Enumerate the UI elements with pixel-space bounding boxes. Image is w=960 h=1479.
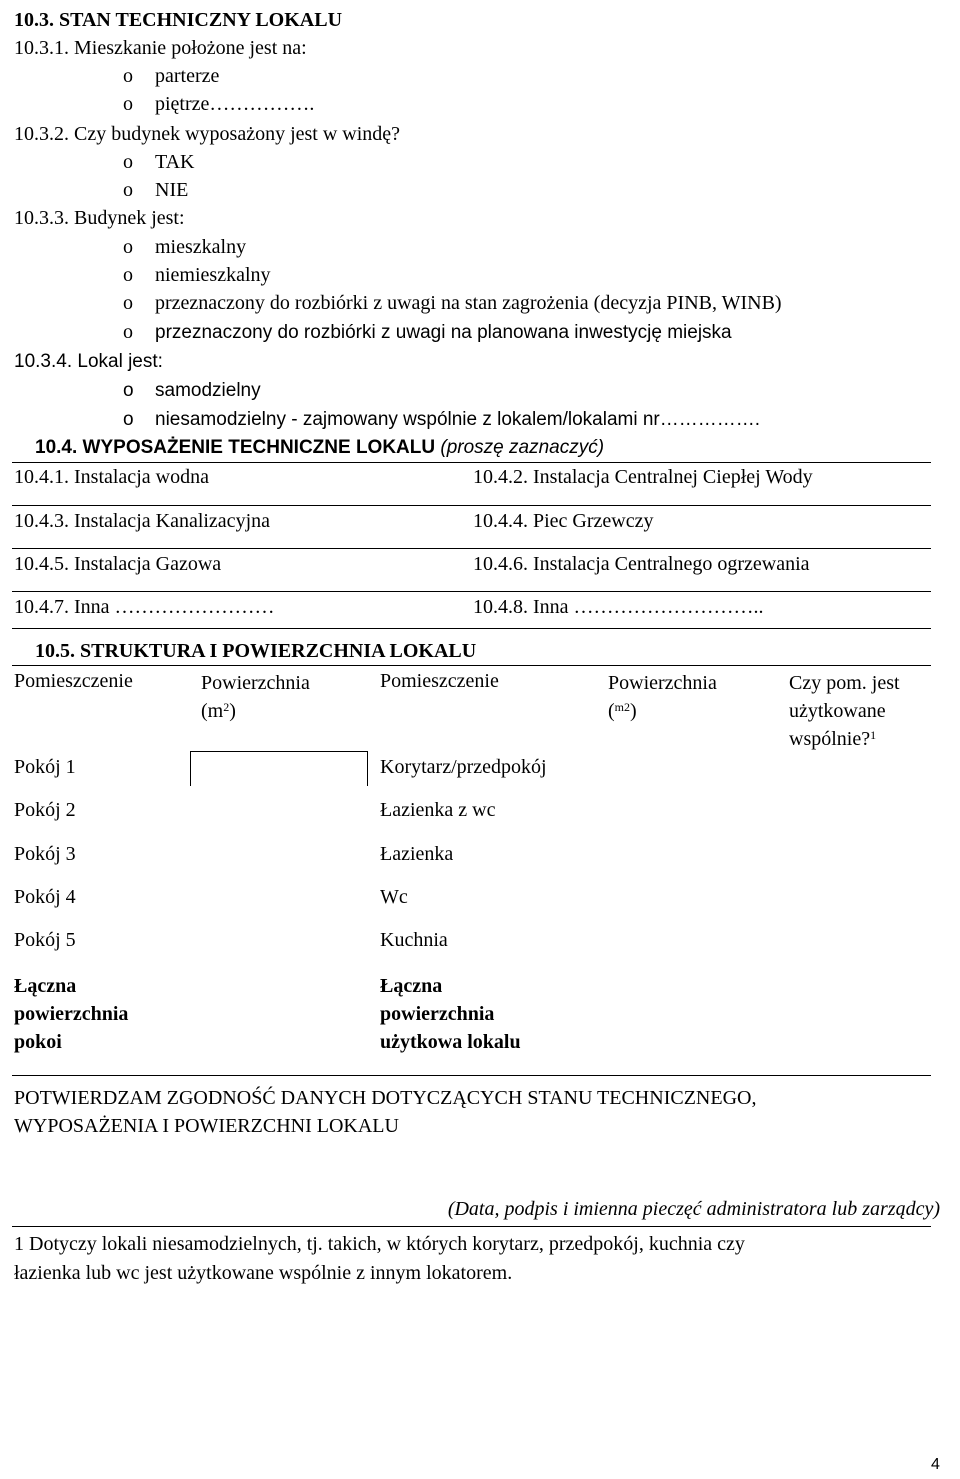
rooms-table-border — [190, 751, 191, 786]
bullet-icon: o — [123, 236, 133, 258]
equipment-item-other-2: 10.4.8. Inna ……………………….. — [473, 596, 764, 618]
equipment-table-border — [12, 548, 931, 549]
question-10-3-2: 10.3.2. Czy budynek wyposażony jest w windę? — [14, 123, 401, 145]
room-wc: Wc — [380, 886, 408, 908]
confirm-line-2: WYPOSAŻENIA I POWIERZCHNI LOKALU — [14, 1115, 399, 1137]
option-rozbiorka-zagrozenie: o przeznaczony do rozbiórki z uwagi na stan zagrożenia (decyzja PINB, WINB) — [123, 292, 782, 314]
room-pokoj-3: Pokój 3 — [14, 843, 76, 865]
signature-caption: (Data, podpis i imienna pieczęć administratora lub zarządcy) — [447, 1198, 940, 1220]
footnote-line-1: 1 Dotyczy lokali niesamodzielnych, tj. takich, w których korytarz, przedpokój, kuchnia czy — [14, 1233, 745, 1255]
rooms-table-border — [367, 751, 368, 786]
col-header-area-2: Powierzchnia ($^{m2}$) — [608, 672, 717, 722]
question-10-3-4: 10.3.4. Lokal jest: — [14, 351, 163, 372]
question-10-3-1: 10.3.1. Mieszkanie położone jest na: — [14, 37, 307, 59]
option-pietrze: o piętrze……………. — [123, 93, 315, 115]
bullet-icon: o — [123, 65, 133, 87]
option-tak: o TAK — [123, 151, 195, 173]
section-10-3-title: 10.3. STAN TECHNICZNY LOKALU — [14, 9, 343, 31]
room-lazienka: Łazienka — [380, 843, 454, 865]
room-kuchnia: Kuchnia — [380, 929, 448, 951]
room-korytarz: Korytarz/przedpokój — [380, 756, 547, 778]
equipment-item-hot-water: 10.4.2. Instalacja Centralnej Ciepłej Wody — [473, 466, 813, 488]
section-10-4-title: 10.4. WYPOSAŻENIE TECHNICZNE LOKALU (proszę zaznaczyć) — [35, 437, 605, 458]
bullet-icon: o — [123, 264, 133, 286]
total-rooms-label: Łączna powierzchnia pokoi — [14, 975, 129, 1053]
col-header-room: Pomieszczenie — [14, 670, 133, 692]
question-10-3-3: 10.3.3. Budynek jest: — [14, 207, 185, 229]
equipment-item-other-1: 10.4.7. Inna …………………… — [14, 596, 275, 618]
rooms-table-border — [190, 751, 367, 752]
bullet-icon: o — [123, 321, 133, 343]
col-header-area: Powierzchnia $(m^2)$ — [201, 672, 310, 722]
option-samodzielny: o samodzielny — [123, 380, 261, 401]
option-rozbiorka-inwestycja: o przeznaczony do rozbiórki z uwagi na planowana inwestycję miejska — [123, 321, 732, 343]
bullet-icon: o — [123, 409, 134, 430]
total-usable-label: Łączna powierzchnia użytkowa lokalu — [380, 975, 521, 1053]
option-nie: o NIE — [123, 179, 189, 201]
rooms-table-border — [12, 1075, 931, 1076]
bullet-icon: o — [123, 151, 133, 173]
equipment-item-boiler: 10.4.4. Piec Grzewczy — [473, 510, 654, 532]
equipment-item-central-heating: 10.4.6. Instalacja Centralnego ogrzewania — [473, 553, 810, 575]
confirm-line-1: POTWIERDZAM ZGODNOŚĆ DANYCH DOTYCZĄCYCH STANU TECHNICZNEGO, — [14, 1087, 757, 1109]
equipment-table-border — [12, 462, 931, 463]
room-pokoj-2: Pokój 2 — [14, 799, 76, 821]
equipment-table-border — [12, 505, 931, 506]
equipment-item-sewage: 10.4.3. Instalacja Kanalizacyjna — [14, 510, 270, 532]
equipment-item-gas: 10.4.5. Instalacja Gazowa — [14, 553, 222, 575]
room-lazienka-wc: Łazienka z wc — [380, 799, 496, 821]
option-niesamodzielny: o niesamodzielny - zajmowany wspólnie z lokalem/lokalami nr……………. — [123, 409, 761, 430]
bullet-icon: o — [123, 93, 133, 115]
col-header-shared: Czy pom. jest użytkowane wspólnie?$^1$ — [789, 672, 900, 750]
option-parterze: o parterze — [123, 65, 220, 87]
footnote-line-2: łazienka lub wc jest użytkowane wspólnie z innym lokatorem. — [14, 1262, 513, 1284]
bullet-icon: o — [123, 292, 133, 314]
col-header-room-2: Pomieszczenie — [380, 670, 499, 692]
equipment-item-water: 10.4.1. Instalacja wodna — [14, 466, 209, 488]
room-pokoj-5: Pokój 5 — [14, 929, 76, 951]
page-number: 4 — [931, 1456, 940, 1473]
equipment-table-border — [12, 628, 931, 629]
signature-divider — [12, 1226, 931, 1227]
option-niemieszkalny: o niemieszkalny — [123, 264, 271, 286]
equipment-table-border — [12, 591, 931, 592]
section-10-5-title: 10.5. STRUKTURA I POWIERZCHNIA LOKALU — [35, 640, 477, 662]
rooms-table-border — [12, 665, 931, 666]
option-mieszkalny: o mieszkalny — [123, 236, 247, 258]
room-pokoj-4: Pokój 4 — [14, 886, 76, 908]
bullet-icon: o — [123, 179, 133, 201]
bullet-icon: o — [123, 380, 134, 401]
room-pokoj-1: Pokój 1 — [14, 756, 76, 778]
